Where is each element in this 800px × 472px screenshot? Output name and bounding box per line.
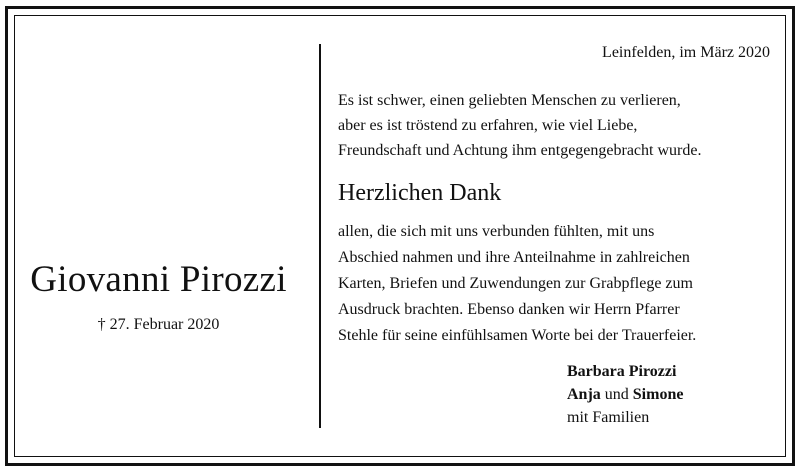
thanks-heading: Herzlichen Dank — [338, 180, 502, 206]
signer-line-3: mit Familien — [567, 409, 650, 426]
signer-line-2 — [567, 383, 683, 406]
thanks-line: allen, die sich mit uns verbunden fühlten, mit uns — [338, 223, 655, 240]
signer-conjunction: und — [604, 386, 629, 403]
intro-line: aber es ist tröstend zu erfahren, wie viel Liebe, — [338, 117, 638, 134]
signer-name: Barbara Pirozzi — [567, 363, 677, 380]
deceased-name: Giovanni Pirozzi — [30, 259, 287, 300]
thanks-line: Karten, Briefen und Zuwendungen zur Grabpflege zum — [338, 275, 693, 292]
intro-line: Es ist schwer, einen geliebten Menschen zu verlieren, — [338, 92, 681, 109]
intro-text — [338, 88, 778, 163]
column-divider — [319, 44, 321, 428]
intro-line: Freundschaft und Achtung ihm entgegengebracht wurde. — [338, 142, 702, 159]
thanks-text — [338, 219, 778, 349]
death-date: † 27. Februar 2020 — [97, 316, 220, 333]
signer-name: Anja — [567, 386, 601, 403]
signer-line-1 — [567, 360, 683, 383]
thanks-line: Abschied nahmen und ihre Anteilnahme in zahlreichen — [338, 249, 690, 266]
thanks-line: Ausdruck brachten. Ebenso danken wir Herrn Pfarrer — [338, 301, 680, 318]
signer-name: Simone — [632, 386, 684, 403]
signers — [567, 360, 683, 429]
thanks-line: Stehle für seine einfühlsamen Worte bei der Trauerfeier. — [338, 327, 697, 344]
place-date: Leinfelden, im März 2020 — [602, 44, 770, 61]
